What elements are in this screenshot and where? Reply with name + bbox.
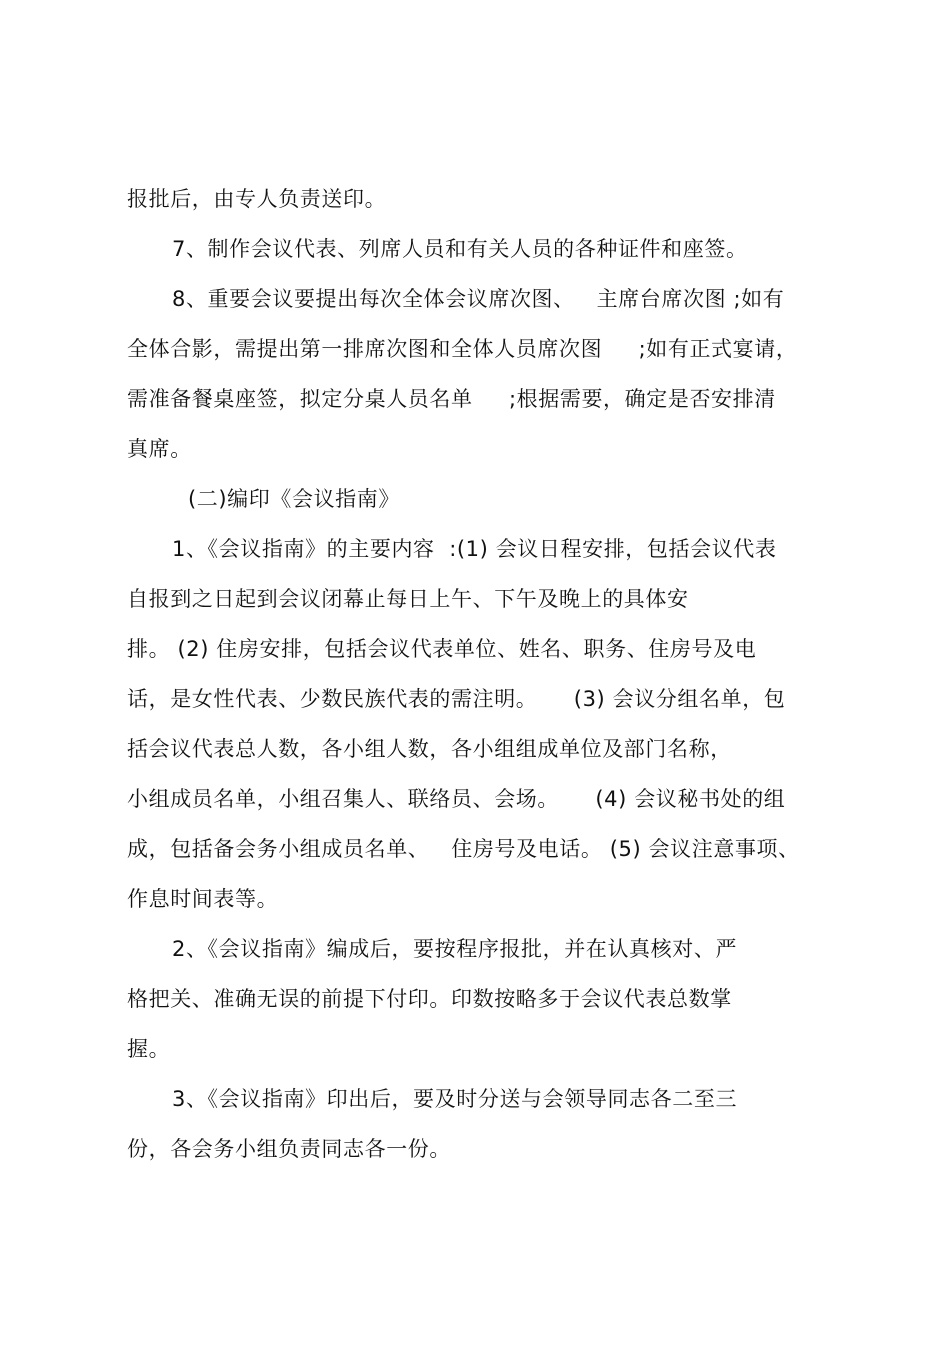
text-line: 成，包括备会务小组成员名单、 住房号及电话。 (5) 会议注意事项、 [127,837,800,861]
text-line: 排。 (2) 住房安排，包括会议代表单位、姓名、职务、住房号及电 [127,637,757,661]
text-line: 7、制作会议代表、列席人员和有关人员的各种证件和座签。 [172,237,748,261]
text-line: 1、《会议指南》的主要内容 :(1) 会议日程安排，包括会议代表 [172,537,777,561]
text-line: 2、《会议指南》编成后，要按程序报批，并在认真核对、严 [172,937,738,961]
text-line: 份，各会务小组负责同志各一份。 [127,1137,451,1161]
text-line: 作息时间表等。 [127,887,279,911]
text-line: 报批后，由专人负责送印。 [127,187,387,211]
section-heading: (二)编印《会议指南》 [188,487,400,511]
text-line: 话，是女性代表、少数民族代表的需注明。 (3) 会议分组名单，包 [127,687,786,711]
text-line: 括会议代表总人数，各小组人数，各小组组成单位及部门名称， [127,737,732,761]
text-line: 8、重要会议要提出每次全体会议席次图、 主席台席次图 ;如有 [172,287,785,311]
text-line: 格把关、准确无误的前提下付印。印数按略多于会议代表总数掌 [127,987,732,1011]
text-line: 自报到之日起到会议闭幕止每日上午、下午及晚上的具体安 [127,587,689,611]
text-line: 全体合影，需提出第一排席次图和全体人员席次图 ;如有正式宴请， [127,337,798,361]
text-line: 3、《会议指南》印出后，要及时分送与会领导同志各二至三 [172,1087,738,1111]
text-line: 真席。 [127,437,192,461]
text-line: 小组成员名单，小组召集人、联络员、会场。 (4) 会议秘书处的组 [127,787,786,811]
text-line: 握。 [127,1037,171,1061]
text-line: 需准备餐桌座签，拟定分桌人员名单 ;根据需要，确定是否安排清 [127,387,776,411]
